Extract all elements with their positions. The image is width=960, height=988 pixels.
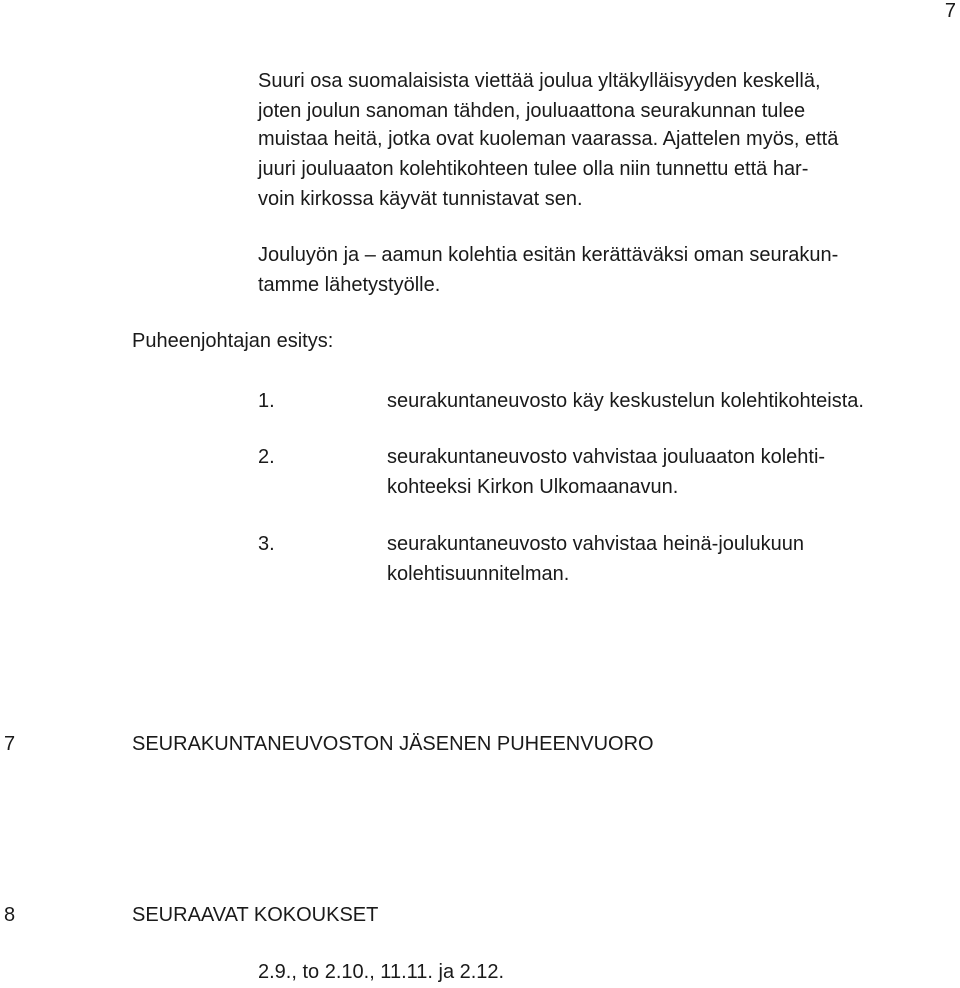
next-meeting-dates: 2.9., to 2.10., 11.11. ja 2.12. xyxy=(258,961,505,983)
proposal-number: 1. xyxy=(258,390,275,412)
proposal-text: seurakuntaneuvosto vahvistaa heinä-joulukuun xyxy=(387,533,804,555)
section-number: 8 xyxy=(4,904,16,926)
paragraph-line: Suuri osa suomalaisista viettää joulua yltäkylläisyyden keskellä, xyxy=(258,70,821,92)
paragraph-line: joten joulun sanoman tähden, jouluaattona seurakunnan tulee xyxy=(258,100,806,122)
section-title: SEURAAVAT KOKOUKSET xyxy=(132,904,379,926)
paragraph-line: muistaa heitä, jotka ovat kuoleman vaarassa. Ajattelen myös, että xyxy=(258,128,839,150)
chair-proposal-label: Puheenjohtajan esitys: xyxy=(132,330,334,352)
proposal-text: seurakuntaneuvosto käy keskustelun kolehtikohteista. xyxy=(387,390,864,412)
proposal-number: 3. xyxy=(258,533,275,555)
section-title: SEURAKUNTANEUVOSTON JÄSENEN PUHEENVUORO xyxy=(132,733,654,755)
paragraph-line: juuri jouluaaton kolehtikohteen tulee olla niin tunnettu että har- xyxy=(258,158,809,180)
section-number: 7 xyxy=(4,733,16,755)
proposal-text: kolehtisuunnitelman. xyxy=(387,563,570,585)
proposal-text: seurakuntaneuvosto vahvistaa jouluaaton kolehti- xyxy=(387,446,826,468)
page-number: 7 xyxy=(944,0,956,22)
paragraph-line: Jouluyön ja – aamun kolehtia esitän kerättäväksi oman seurakun- xyxy=(258,244,839,266)
proposal-number: 2. xyxy=(258,446,275,468)
paragraph-line: voin kirkossa käyvät tunnistavat sen. xyxy=(258,188,583,210)
paragraph-line: tamme lähetystyölle. xyxy=(258,274,441,296)
proposal-text: kohteeksi Kirkon Ulkomaanavun. xyxy=(387,476,679,498)
